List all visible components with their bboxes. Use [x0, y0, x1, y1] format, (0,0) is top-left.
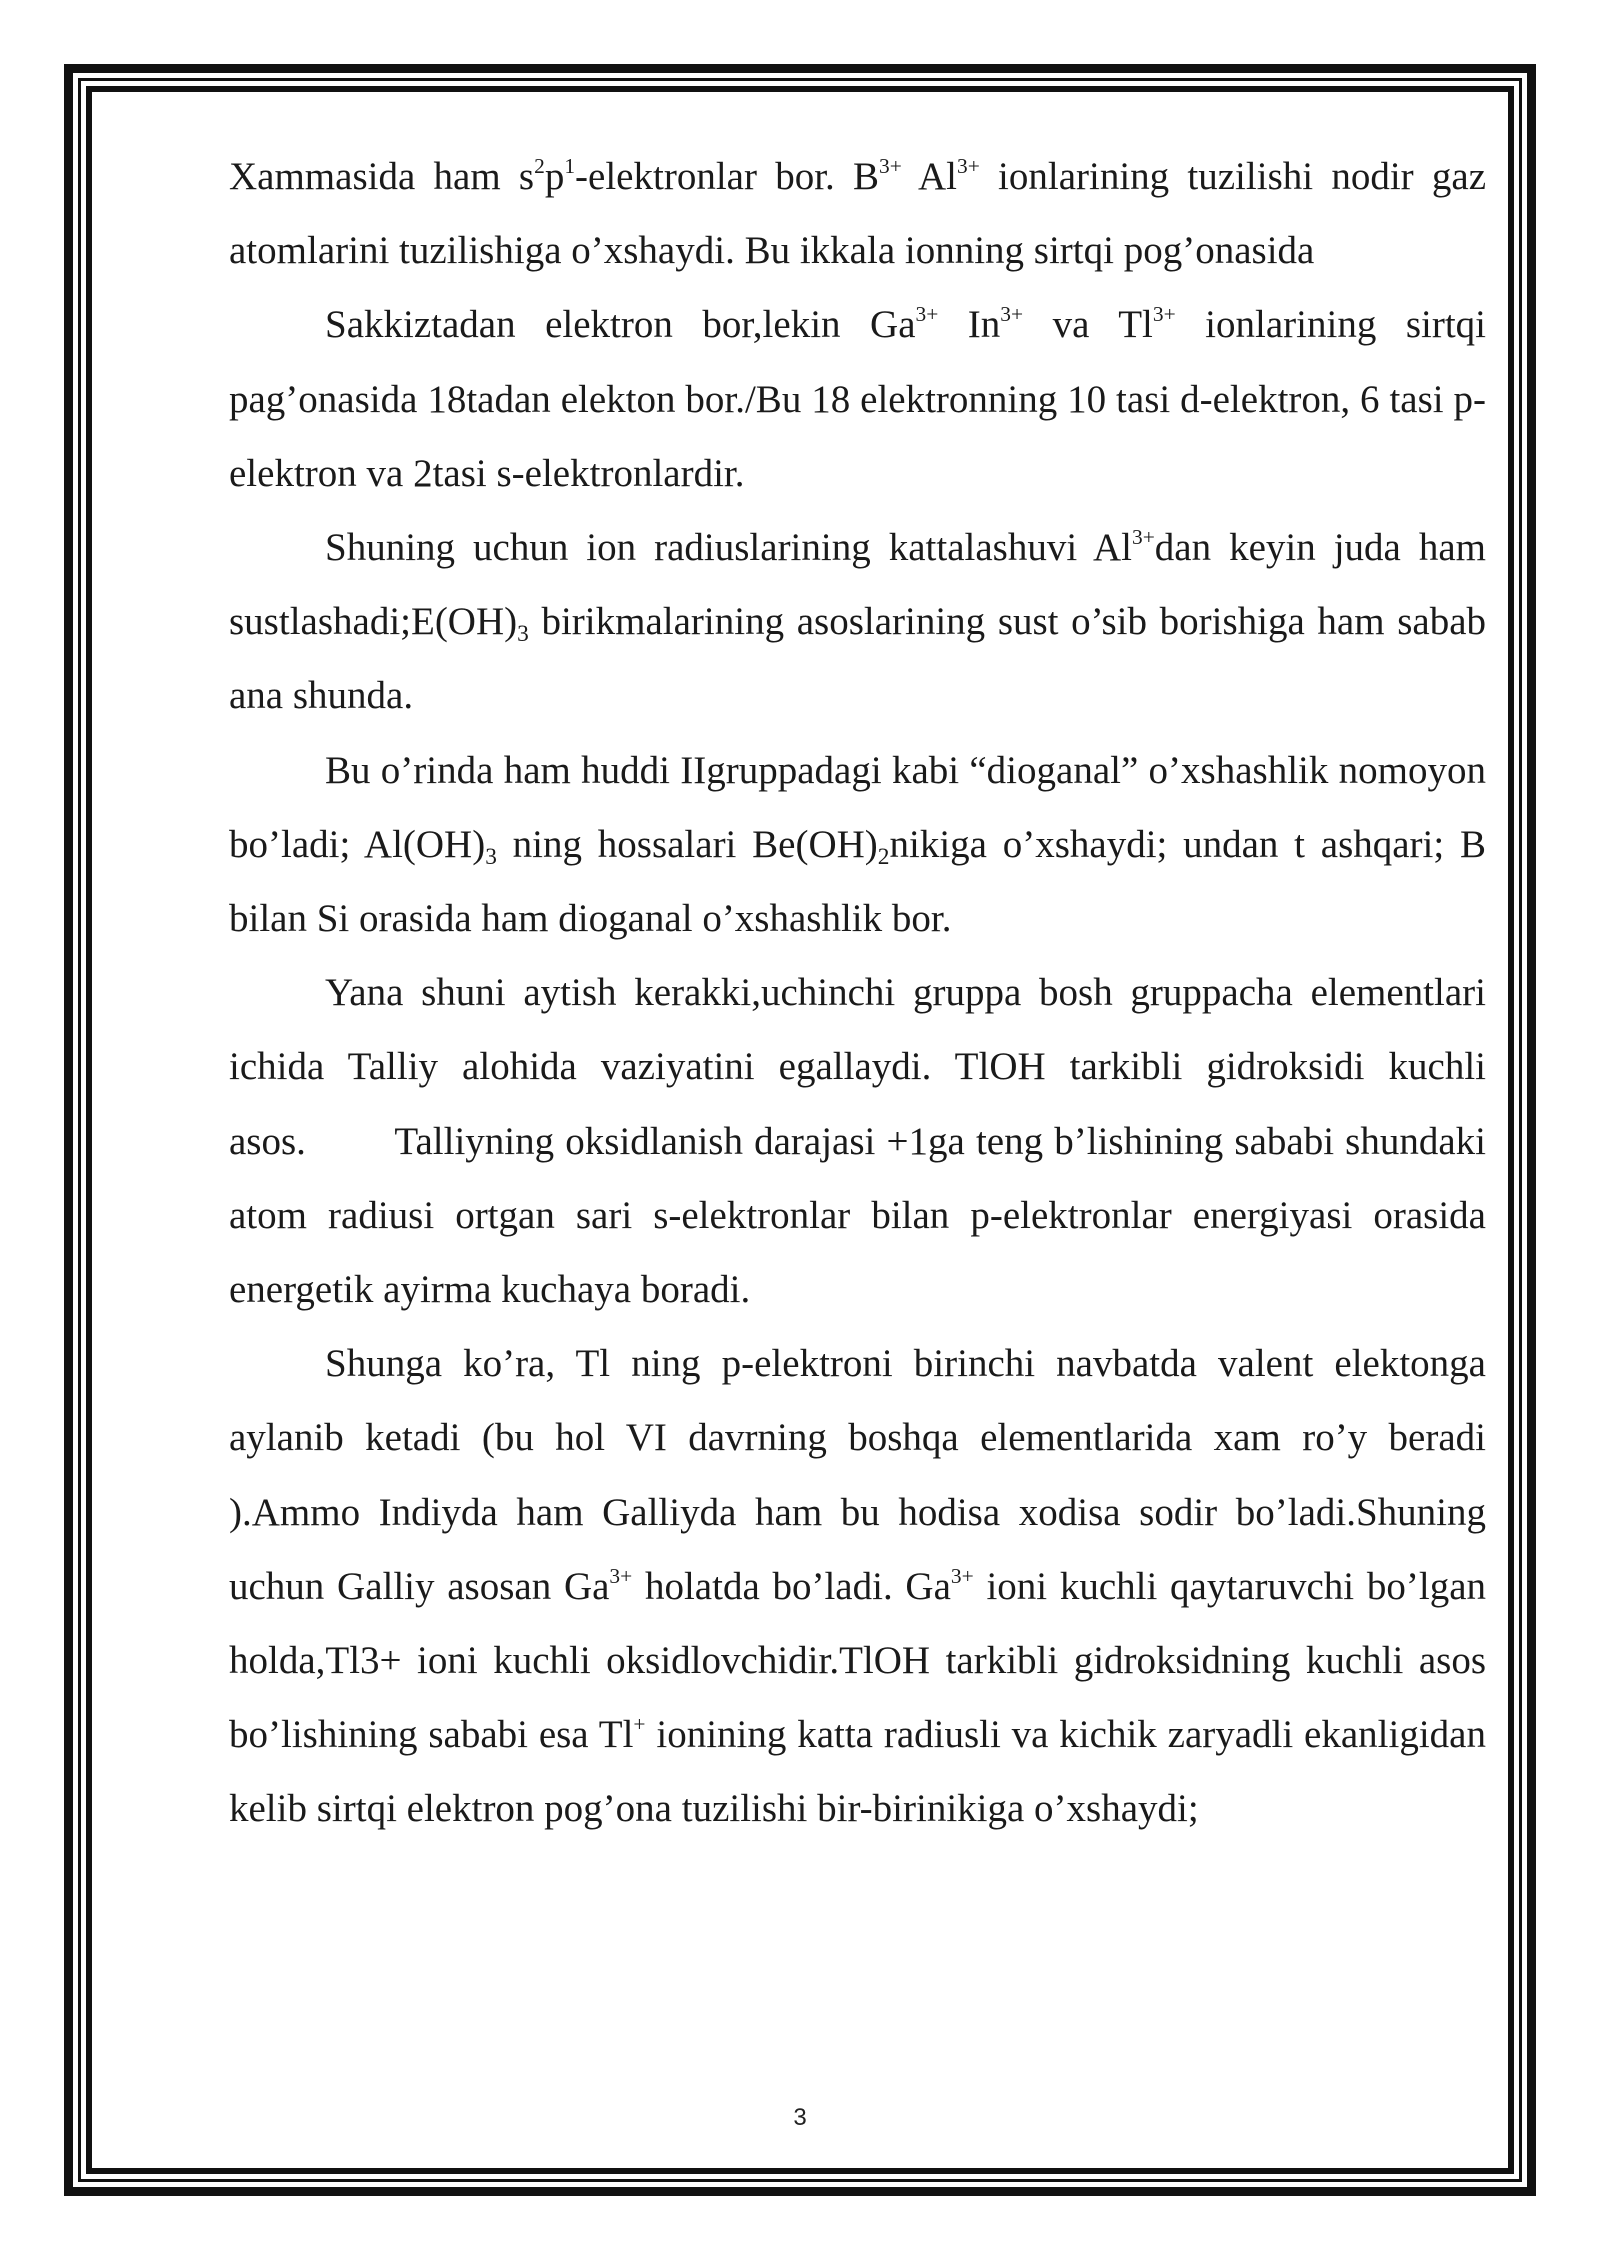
paragraph-5: Yana shuni aytish kerakki,uchinchi gruppa bosh gruppacha elementlari ichida Talliy alohida vaziyatini egallaydi. TlOH tarkibli gidroksidi kuchli asos. Talliyning oksidlanish darajasi +1ga teng b’lishining sababi shundaki atom radiusi ortgan sari s-elektronlar bilan p-elektronlar energiyasi orasida energetik ayirma kuchaya boradi.	[229, 971, 1487, 1312]
page-number: 3	[793, 2104, 807, 2131]
paragraph-6: Shunga ko’ra, Tl ning p-elektroni birinchi navbatda valent elektonga aylanib ketadi (bu hol VI davrning boshqa elementlarida xam ro’y beradi ).Ammo Indiyda ham Galliyda ham bu hodisa xodisa sodir bo’ladi.Shuning uchun Galliy asosan $Ga^{3+}$ holatda bo’ladi. $Ga^{3+}$ ioni kuchli qaytaruvchi bo’lgan holda,Tl3+ ioni kuchli oksidlovchidir.TlOH tarkibli gidroksidning kuchli asos bo’lishining sababi esa Tl+ ionining katta radiusli va kichik zaryadli ekanligidan kelib sirtqi elektron pog’ona tuzilishi bir-birinikiga o’xshaydi;	[229, 1342, 1486, 1831]
paragraph-3: Shuning uchun ion radiuslarining kattalashuvi $Al^{3+}dan$ keyin juda ham $sustlashadi;E(OH)_3$ birikmalarining asoslarining sust o’sib borishiga ham sabab ana shunda.	[229, 524, 1486, 718]
body-text	[229, 140, 1486, 1847]
paragraph-1: Xammasida ham $s^2p^1$-elektronlar bor. $B^{3+}$ $Al^{3+}$ ionlarining tuzilishi nodir gaz atomlarini tuzilishiga o’xshaydi. Bu ikkala ionning sirtqi pog’onasida	[229, 153, 1487, 273]
paragraph-2: Sakkiztadan elektron bor,lekin $Ga^{3+}$ $In^{3+}$ va $Tl^{3+}$ ionlarining sirtqi pag’onasida 18tadan elekton bor./Bu 18 elektronning 10 tasi d-elektron, 6 tasi p-elektron va 2tasi s-elektronlardir.	[229, 302, 1486, 495]
paragraph-4: Bu o’rinda ham huddi IIgruppadagi kabi “dioganal” o’xshashlik nomoyon bo’ladi; $Al(OH)_3$ ning hossalari $Be(OH)_2nikiga$ o’xshaydi; undan t ashqari; B bilan Si orasida ham dioganal o’xshashlik bor.	[229, 748, 1486, 941]
